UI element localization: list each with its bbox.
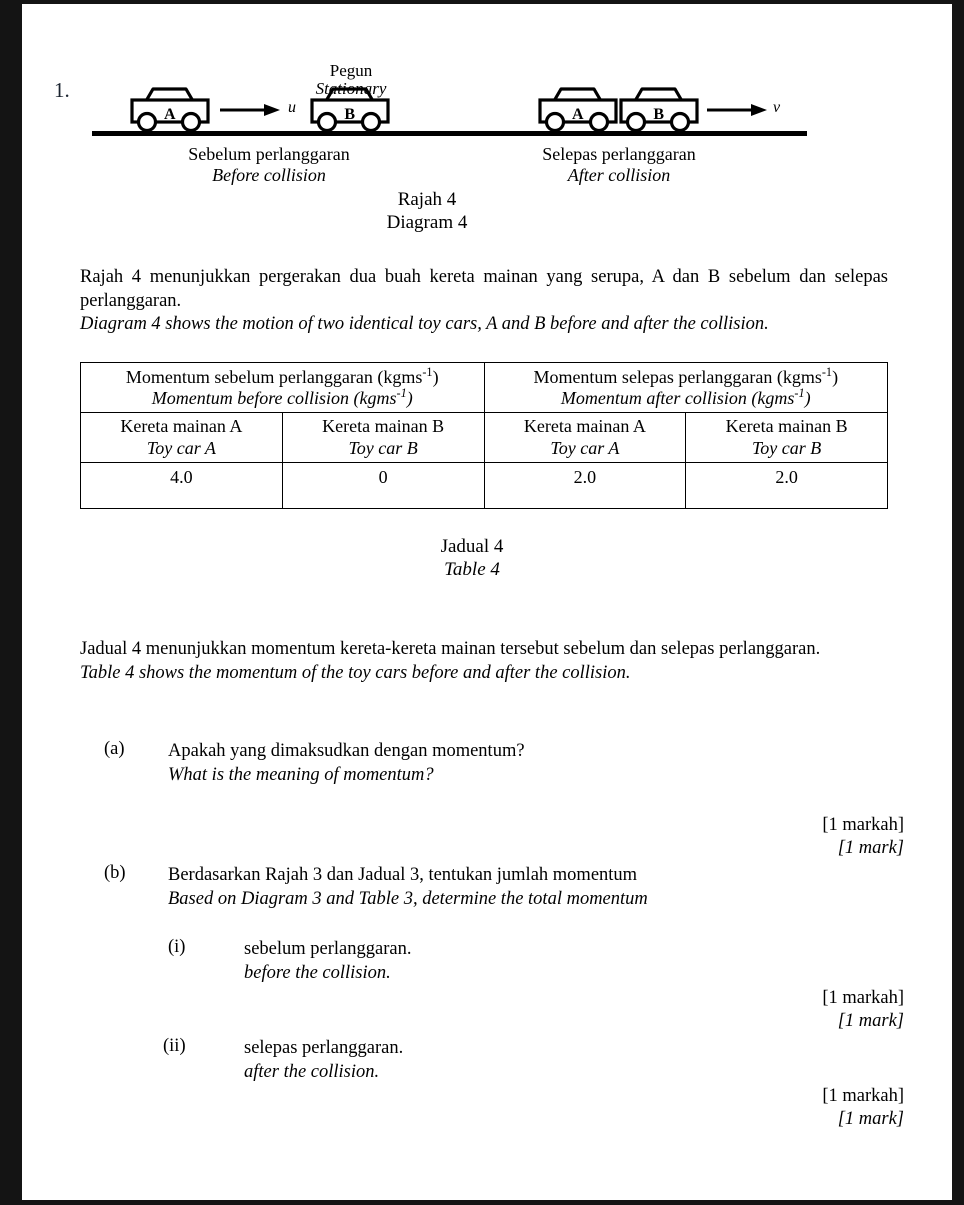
unit-superscript: -1 (821, 365, 833, 379)
table-value-2: 2.0 (484, 462, 686, 508)
table-group-header-after (484, 363, 888, 413)
question-b-i-ms: sebelum perlanggaran. (244, 939, 412, 959)
sub-header-0-ms: Kereta mainan A (120, 416, 243, 437)
question-b-ii-ms: selepas perlanggaran. (244, 1038, 404, 1058)
momentum-table (80, 362, 888, 509)
diagram-figure (22, 59, 952, 244)
table-row-group-header (81, 363, 888, 413)
toy-car-b-after (615, 85, 703, 132)
figure-caption (302, 189, 552, 235)
question-b-ii-text (244, 1036, 784, 1084)
question-a-text (168, 739, 788, 787)
description-en: Table 4 shows the momentum of the toy cars before and after the collision. (80, 662, 631, 683)
document-page (22, 4, 952, 1200)
group-header-after-ms: Momentum selepas perlanggaran (kgms$^{-1}$) (533, 365, 839, 387)
table-caption (362, 536, 582, 582)
sub-header-3-ms: Kereta mainan B (725, 416, 848, 437)
phase-before-ms: Sebelum perlanggaran (188, 144, 350, 164)
marks-b-i-ms: [1 markah] (822, 988, 904, 1008)
phase-caption-after (454, 144, 784, 185)
marks-question-a (822, 814, 904, 860)
table-sub-header-2 (484, 413, 686, 462)
figure-caption-ms: Rajah 4 (397, 189, 457, 210)
table-row-values (81, 462, 888, 508)
marks-b-i-en: [1 mark] (837, 1011, 904, 1032)
question-b-i-label: (i) (168, 937, 186, 957)
intro-en: Diagram 4 shows the motion of two identical toy cars, A and B before and after the collision. (80, 314, 769, 335)
marks-b-ii-ms: [1 markah] (822, 1086, 904, 1106)
question-b-ii-label: (ii) (163, 1036, 186, 1056)
marks-a-ms: [1 markah] (822, 815, 904, 835)
velocity-arrow-u (220, 103, 282, 117)
velocity-label-v: v (773, 99, 781, 116)
table-value-3: 2.0 (686, 462, 888, 508)
toy-car-a-before (126, 85, 214, 132)
page-content (22, 4, 952, 1200)
arrow-right-icon (220, 103, 282, 117)
question-b-i-text (244, 937, 784, 985)
marks-a-en: [1 mark] (837, 838, 904, 859)
sub-header-2-ms: Kereta mainan A (523, 416, 646, 437)
velocity-arrow-v (707, 103, 769, 117)
question-b-en: Based on Diagram 3 and Table 3, determine the total momentum (168, 889, 648, 910)
group-header-before-en: Momentum before collision (kgms$^{-1}$) (151, 386, 413, 409)
stationary-label-en: Stationary (315, 79, 387, 98)
sub-header-1-en: Toy car B (348, 437, 418, 458)
table-group-header-before (81, 363, 485, 413)
question-a-en: What is the meaning of momentum? (168, 765, 434, 786)
sub-header-1-ms: Kereta mainan B (322, 416, 445, 437)
question-b-ms: Berdasarkan Rajah 3 dan Jadual 3, tentukan jumlah momentum (168, 865, 638, 885)
table-sub-header-3 (686, 413, 888, 462)
stationary-label-ms: Pegun (329, 61, 373, 80)
arrow-right-icon (707, 103, 769, 117)
group-header-before-ms: Momentum sebelum perlanggaran (kgms$^{-1}$) (125, 365, 439, 387)
sub-header-0-en: Toy car A (146, 437, 216, 458)
table-value-1: 0 (282, 462, 484, 508)
marks-b-ii-en: [1 mark] (837, 1109, 904, 1130)
marks-question-b-ii (822, 1085, 904, 1131)
question-b-i-en: before the collision. (244, 963, 391, 984)
phase-caption-before (104, 144, 434, 185)
table-value-0: 4.0 (81, 462, 283, 508)
car-label: B (653, 106, 665, 123)
sub-header-2-en: Toy car A (550, 437, 620, 458)
table-caption-ms: Jadual 4 (440, 536, 504, 557)
table-sub-header-1 (282, 413, 484, 462)
question-b-text (168, 863, 868, 911)
description-ms: Jadual 4 menunjukkan momentum kereta-kereta mainan tersebut sebelum dan selepas perlanggaran. (80, 639, 821, 659)
toy-car-a-after (534, 85, 622, 132)
figure-caption-en: Diagram 4 (386, 211, 468, 233)
velocity-label-u: u (288, 99, 296, 116)
question-b-label: (b) (104, 863, 126, 883)
question-number: 1. (54, 78, 70, 102)
question-a-ms: Apakah yang dimaksudkan dengan momentum? (168, 741, 525, 761)
table-caption-en: Table 4 (444, 558, 500, 580)
group-header-after-en: Momentum after collision (kgms$^{-1}$) (560, 386, 811, 409)
car-label: A (571, 106, 585, 123)
car-label: A (163, 106, 177, 123)
stationary-label (296, 62, 406, 97)
table-row-sub-header (81, 413, 888, 462)
question-b-ii-en: after the collision. (244, 1062, 380, 1083)
question-a-label: (a) (104, 739, 125, 759)
table-sub-header-0 (81, 413, 283, 462)
phase-after-ms: Selepas perlanggaran (542, 144, 696, 164)
phase-before-en: Before collision (212, 164, 326, 185)
unit-superscript: -1 (422, 365, 433, 379)
car-label: B (344, 106, 356, 123)
sub-header-3-en: Toy car B (751, 437, 822, 458)
unit-superscript: -1 (794, 386, 805, 401)
phase-after-en: After collision (567, 164, 671, 185)
intro-ms: Rajah 4 menunjukkan pergerakan dua buah kereta mainan yang serupa, A dan B sebelum dan selepas perlanggaran. (80, 267, 888, 311)
unit-superscript: -1 (396, 386, 407, 401)
marks-question-b-i (822, 987, 904, 1033)
momentum-table-wrapper (80, 362, 888, 509)
description-paragraph (80, 638, 888, 685)
intro-paragraph (80, 266, 888, 337)
